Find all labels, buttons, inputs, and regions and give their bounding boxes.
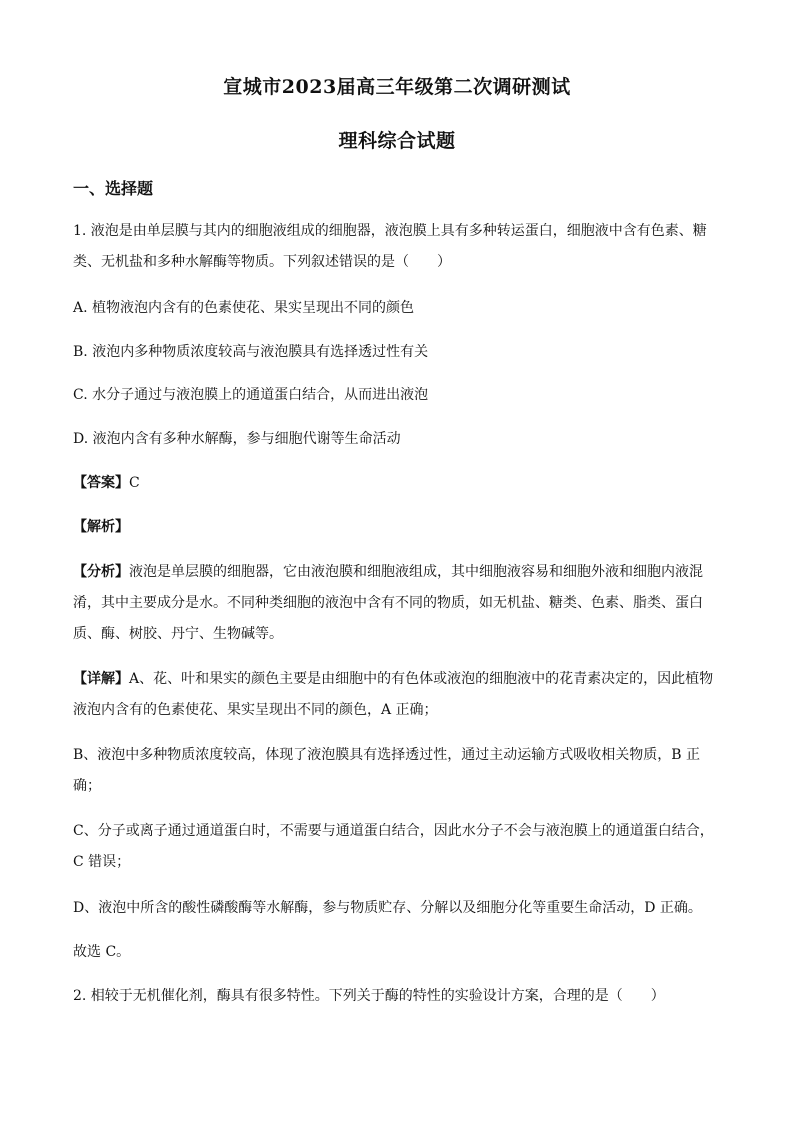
xiangjie-line: B、液泡中多种物质浓度较高，体现了液泡膜具有选择透过性，通过主动运输方式吸收相关物质，B 正 bbox=[73, 747, 701, 763]
xiangjie-line: C 错误； bbox=[73, 854, 131, 870]
q1-stem-line: 1. 液泡是由单层膜与其内的细胞液组成的细胞器，液泡膜上具有多种转运蛋白，细胞液中含有色素、糖 bbox=[73, 223, 707, 239]
q1-option-b: B. 液泡内多种物质浓度较高与液泡膜具有选择透过性有关 bbox=[73, 344, 429, 360]
xiangjie-line: 液泡内含有的色素使花、果实呈现出不同的颜色，A 正确； bbox=[73, 702, 438, 718]
fenxi-line: 质、酶、树胶、丹宁、生物碱等。 bbox=[73, 626, 283, 642]
analysis-label: 【解析】 bbox=[73, 519, 129, 535]
section-heading: 一、选择题 bbox=[73, 179, 154, 198]
xiangjie-b bbox=[73, 740, 723, 802]
exam-title: 宣城市2023届高三年级第二次调研测试 bbox=[223, 76, 571, 98]
analysis-tag bbox=[73, 512, 723, 543]
xiangjie-line bbox=[73, 664, 723, 695]
answer-value: C bbox=[129, 475, 140, 491]
answer-tag: 【答案】 bbox=[73, 475, 129, 491]
xiangjie-text: A、花、叶和果实的颜色主要是由细胞中的有色体或液泡的细胞液中的花青素决定的，因此植物 bbox=[129, 671, 714, 687]
xiangjie-a bbox=[73, 664, 723, 726]
xiangjie-line: C、分子或离子通过通道蛋白时，不需要与通道蛋白结合，因此水分子不会与液泡膜上的通道蛋白结合， bbox=[73, 823, 714, 839]
xiangjie-d: D、液泡中所含的酸性磷酸酶等水解酶，参与物质贮存、分解以及细胞分化等重要生命活动，D 正确。 bbox=[73, 900, 702, 916]
q1-stem-line: 类、无机盐和多种水解酶等物质。下列叙述错误的是（ ） bbox=[73, 254, 451, 270]
q1-option-a: A. 植物液泡内含有的色素使花、果实呈现出不同的颜色 bbox=[73, 300, 415, 316]
fenxi-line: 淆，其中主要成分是水。不同种类细胞的液泡中含有不同的物质，如无机盐、糖类、色素、脂类、蛋白 bbox=[73, 595, 703, 611]
q1-stem bbox=[73, 216, 723, 278]
fenxi-text: 液泡是单层膜的细胞器，它由液泡膜和细胞液组成，其中细胞液容易和细胞外液和细胞内液混 bbox=[129, 564, 703, 580]
conclusion: 故选 C。 bbox=[73, 944, 131, 960]
q2-stem: 2. 相较于无机催化剂，酶具有很多特性。下列关于酶的特性的实验设计方案，合理的是（ ） bbox=[73, 988, 665, 1004]
q1-answer bbox=[73, 468, 723, 499]
q1-option-d: D. 液泡内含有多种水解酶，参与细胞代谢等生命活动 bbox=[73, 431, 401, 447]
xiangjie-line: 确； bbox=[73, 778, 101, 794]
fenxi-label: 【分析】 bbox=[73, 564, 129, 580]
fenxi-line bbox=[73, 557, 723, 588]
exam-subtitle: 理科综合试题 bbox=[338, 130, 456, 152]
q1-option-c: C. 水分子通过与液泡膜上的通道蛋白结合，从而进出液泡 bbox=[73, 387, 429, 403]
fenxi-paragraph bbox=[73, 557, 723, 650]
xiangjie-c bbox=[73, 816, 723, 878]
xiangjie-label: 【详解】 bbox=[73, 671, 129, 687]
